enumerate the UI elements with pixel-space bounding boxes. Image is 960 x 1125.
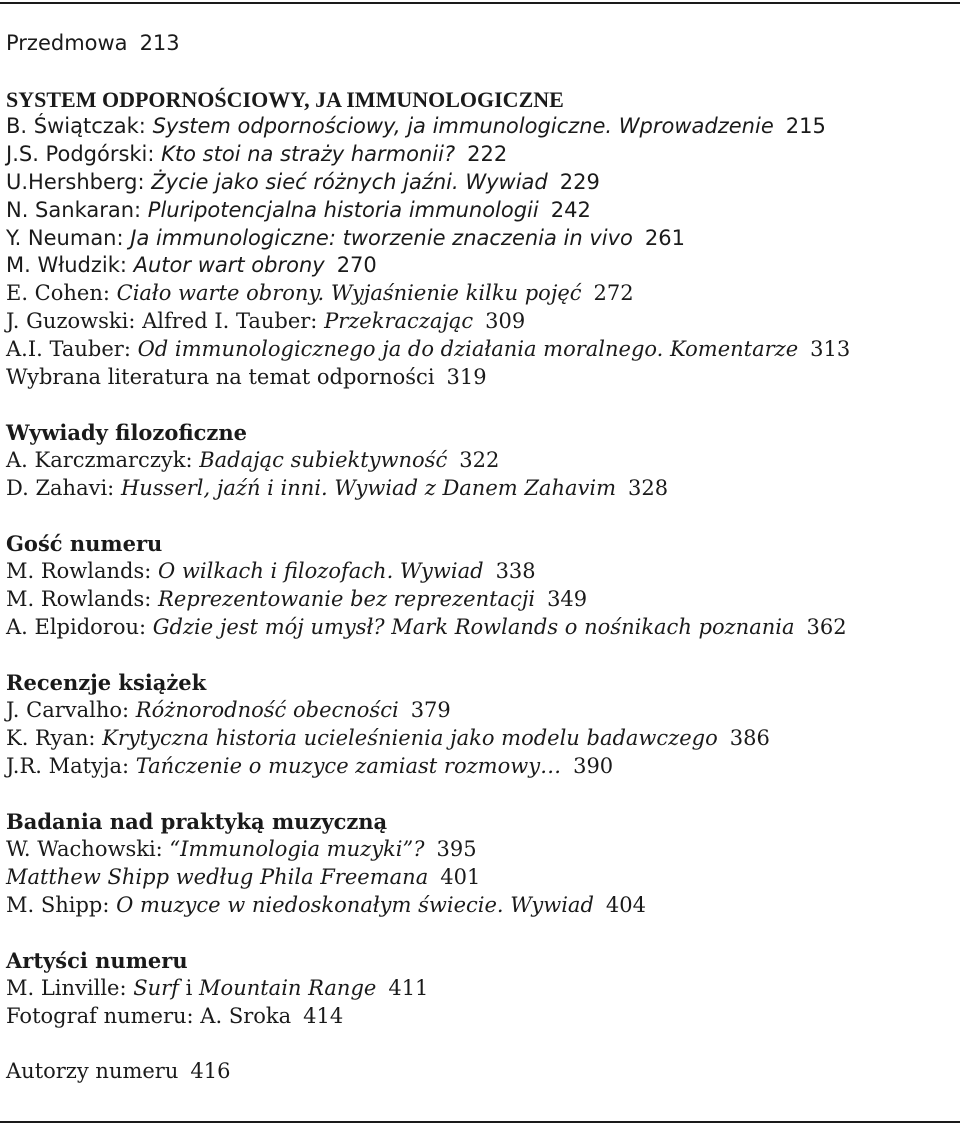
entry-title: Przekraczając (324, 308, 474, 333)
entry-author: A.I. Tauber: (6, 336, 138, 361)
entry-title: Różnorodność obecności (135, 698, 399, 723)
entry-page-number: 411 (388, 976, 429, 1001)
entry-page-number: 390 (573, 753, 614, 778)
entry-author: M. Rowlands: (6, 559, 159, 584)
section-spacer (6, 920, 954, 948)
toc-entry (6, 475, 954, 503)
toc-entry (6, 141, 954, 169)
section-heading: SYSTEM ODPORNOŚCIOWY, JA IMMUNOLOGICZNE (6, 86, 564, 112)
entry-title: Matthew Shipp według Phila Freemana (6, 864, 429, 889)
toc-entry (6, 558, 954, 586)
toc-entry (6, 308, 954, 336)
entry-page-number: 416 (190, 1059, 231, 1084)
table-of-contents (6, 30, 954, 1086)
toc-entry (6, 113, 954, 141)
entry-title: Kto stoi na straży harmonii? (161, 142, 456, 167)
entry-author: W. Wachowski: (6, 837, 170, 862)
entry-page-number: 414 (303, 1003, 344, 1028)
entry-page-number: 386 (729, 725, 770, 750)
section-spacer (6, 642, 954, 670)
entry-author: Y. Neuman: (6, 225, 131, 250)
entry-author: A. Karczmarczyk: (6, 447, 200, 472)
entry-author: K. Ryan: (6, 725, 103, 750)
entry-author: M. Włudzik: (6, 253, 134, 278)
entry-page-number: 349 (547, 586, 588, 611)
toc-entry (6, 1058, 954, 1086)
entry-author: M. Shipp: (6, 892, 117, 917)
entry-title: Gdzie jest mój umysł? Mark Rowlands o nośnikach poznania (152, 614, 795, 639)
toc-entry (6, 169, 954, 197)
toc-entry (6, 447, 954, 475)
section-spacer (6, 503, 954, 531)
entry-title: Od immunologicznego ja do działania moralnego. Komentarze (137, 336, 799, 361)
toc-entry (6, 975, 954, 1003)
entry-title: O wilkach i filozofach. Wywiad (158, 559, 484, 584)
entry-title: Reprezentowanie bez reprezentacji (158, 586, 536, 611)
entry-author: M. Linville: (6, 976, 134, 1001)
entry-page-number: 379 (410, 698, 451, 723)
entry-author: N. Sankaran: (6, 197, 148, 222)
toc-entry (6, 197, 954, 225)
toc-entry (6, 364, 954, 392)
entry-author: Wybrana literatura na temat odporności (6, 364, 435, 389)
entry-title: Surf (133, 976, 179, 1001)
entry-page-number: 215 (785, 114, 826, 139)
bottom-rule (0, 1121, 960, 1123)
entry-page-number: 270 (336, 253, 377, 278)
toc-entry (6, 280, 954, 308)
toc-entry (6, 836, 954, 864)
toc-entry (6, 697, 954, 725)
section-heading: Gość numeru (6, 531, 163, 557)
entry-page-number: 319 (446, 364, 487, 389)
entry-page-number: 222 (467, 142, 508, 167)
toc-entry (6, 753, 954, 781)
toc-entry (6, 892, 954, 920)
toc-entry (6, 614, 954, 642)
entry-author: E. Cohen: (6, 281, 117, 306)
entry-page-number: 242 (550, 197, 591, 222)
entry-page-number: 322 (459, 447, 500, 472)
entry-author: B. Świątczak: (6, 114, 153, 139)
entry-page-number: 261 (644, 225, 686, 250)
entry-title: O muzyce w niedoskonałym świecie. Wywiad (116, 892, 594, 917)
entry-page-number: 213 (139, 31, 180, 55)
entry-page-number: 401 (440, 864, 481, 889)
section-spacer (6, 1031, 954, 1059)
entry-connector: i (178, 976, 200, 1001)
section-spacer (6, 58, 954, 86)
entry-author: J. Guzowski: Alfred I. Tauber: (6, 308, 325, 333)
entry-title: Pluripotencjalna historia immunologii (147, 197, 539, 222)
entry-author: J.S. Podgórski: (6, 142, 162, 167)
section-heading: Wywiady filozoficzne (6, 420, 247, 446)
entry-author: J.R. Matyja: (6, 753, 136, 778)
entry-title: “Immunologia muzyki”? (169, 837, 425, 862)
entry-page-number: 362 (806, 614, 847, 639)
entry-page-number: 338 (495, 559, 536, 584)
toc-entry (6, 225, 954, 253)
entry-page-number: 395 (436, 837, 477, 862)
entry-page-number: 229 (559, 169, 600, 194)
entry-title: Życie jako sieć różnych jaźni. Wywiad (151, 169, 548, 194)
section-heading: Badania nad praktyką muzyczną (6, 809, 388, 835)
entry-title: Ja immunologiczne: tworzenie znaczenia in vivo (130, 225, 633, 250)
entry-author: A. Elpidorou: (6, 614, 153, 639)
entry-author: M. Rowlands: (6, 586, 159, 611)
section-heading: Recenzje książek (6, 670, 207, 696)
entry-author: D. Zahavi: (6, 475, 121, 500)
toc-entry (6, 1003, 954, 1031)
section-spacer (6, 781, 954, 809)
entry-page-number: 309 (485, 308, 526, 333)
entry-title: Autor wart obrony (133, 253, 325, 278)
toc-entry (6, 864, 954, 892)
toc-entry (6, 30, 954, 58)
section-spacer (6, 391, 954, 419)
toc-entry (6, 725, 954, 753)
entry-page-number: 272 (593, 281, 634, 306)
entry-title: Krytyczna historia ucieleśnienia jako modelu badawczego (102, 725, 718, 750)
entry-author: J. Carvalho: (6, 698, 136, 723)
toc-entry (6, 252, 954, 280)
entry-page-number: 404 (605, 892, 646, 917)
entry-author: Fotograf numeru: A. Sroka (6, 1003, 292, 1028)
section-heading: Artyści numeru (6, 948, 188, 974)
top-rule (0, 2, 960, 4)
entry-title: Tańczenie o muzyce zamiast rozmowy… (135, 753, 562, 778)
entry-title: Husserl, jaźń i inni. Wywiad z Danem Zahavim (120, 475, 616, 500)
entry-author: Autorzy numeru (6, 1059, 179, 1084)
entry-title: Mountain Range (199, 976, 377, 1001)
entry-author: U.Hershberg: (6, 169, 152, 194)
entry-page-number: 328 (628, 475, 669, 500)
entry-title: Badając subiektywność (199, 447, 448, 472)
toc-entry (6, 336, 954, 364)
entry-title: Ciało warte obrony. Wyjaśnienie kilku pojęć (116, 281, 582, 306)
entry-page-number: 313 (810, 336, 851, 361)
entry-title: System odpornościowy, ja immunologiczne. Wprowadzenie (152, 114, 774, 139)
toc-entry (6, 586, 954, 614)
entry-author: Przedmowa (6, 31, 128, 55)
